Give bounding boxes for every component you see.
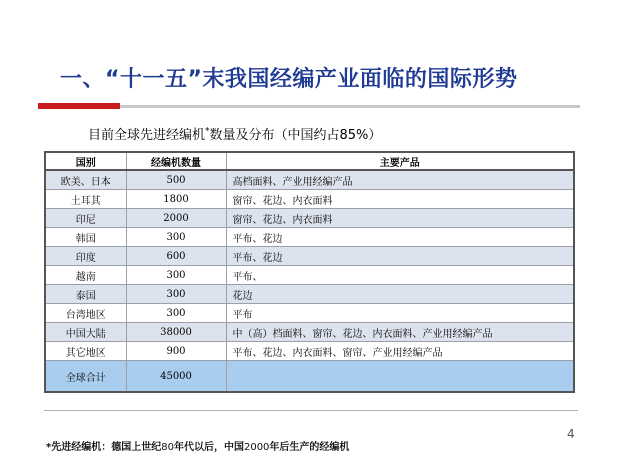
cell-product: 平布、花边 (226, 247, 574, 266)
cell-product: 花边 (226, 285, 574, 304)
cell-product: 平布、花边、内衣面料、窗帘、产业用经编产品 (226, 342, 574, 361)
distribution-table (44, 151, 575, 393)
cell-region: 中国大陆 (45, 323, 126, 342)
cell-region: 欧美、日本 (45, 170, 126, 190)
cell-count: 300 (126, 228, 226, 247)
cell-count: 2000 (126, 209, 226, 228)
cell-count: 500 (126, 170, 226, 190)
cell-count: 1800 (126, 190, 226, 209)
footer-divider (44, 410, 578, 411)
title-divider (38, 103, 580, 109)
caption-rest: 数量及分布（中国约占85%） (209, 128, 382, 143)
cell-product: 窗帘、花边、内衣面料 (226, 190, 574, 209)
cell-product: 平布、 (226, 266, 574, 285)
cell-count: 300 (126, 304, 226, 323)
cell-region: 土耳其 (45, 190, 126, 209)
table-row (45, 266, 574, 285)
cell-product: 高档面料、产业用经编产品 (226, 170, 574, 190)
table-row (45, 342, 574, 361)
table-caption (88, 124, 381, 143)
table-row (45, 323, 574, 342)
footnote (46, 438, 349, 453)
header-region: 国别 (45, 152, 126, 170)
footnote-number-1: 80 (161, 442, 174, 453)
cell-count: 900 (126, 342, 226, 361)
cell-product: 中（高）档面料、窗帘、花边、内衣面料、产业用经编产品 (226, 323, 574, 342)
divider-line (120, 105, 580, 108)
cell-region: 台湾地区 (45, 304, 126, 323)
footnote-number-2: 2000 (243, 442, 270, 453)
table-row (45, 247, 574, 266)
cell-region: 印尼 (45, 209, 126, 228)
table-row (45, 285, 574, 304)
cell-region: 泰国 (45, 285, 126, 304)
footnote-text-a: 先进经编机：德国上世纪 (51, 442, 162, 453)
footnote-text-b: 年代以后，中国 (173, 442, 244, 453)
total-product (226, 361, 574, 393)
cell-count: 300 (126, 285, 226, 304)
table-row (45, 228, 574, 247)
divider-accent (38, 103, 120, 109)
header-product: 主要产品 (226, 152, 574, 170)
table-header-row (45, 152, 574, 170)
total-region: 全球合计 (45, 361, 126, 393)
total-count: 45000 (126, 361, 226, 393)
table-row (45, 209, 574, 228)
table-total-row (45, 361, 574, 393)
footnote-mark: * (46, 442, 52, 453)
cell-count: 600 (126, 247, 226, 266)
table-row (45, 170, 574, 190)
cell-region: 其它地区 (45, 342, 126, 361)
cell-product: 平布、花边 (226, 228, 574, 247)
table-row (45, 190, 574, 209)
cell-product: 窗帘、花边、内衣面料 (226, 209, 574, 228)
slide-title: 一、“十一五”末我国经编产业面临的国际形势 (60, 67, 518, 92)
cell-count: 38000 (126, 323, 226, 342)
cell-region: 越南 (45, 266, 126, 285)
cell-region: 印度 (45, 247, 126, 266)
caption-main: 目前全球先进经编机 (88, 128, 206, 143)
table-row (45, 304, 574, 323)
caption-asterisk: * (205, 126, 210, 137)
page-number: 4 (567, 427, 575, 441)
header-count: 经编机数量 (126, 152, 226, 170)
cell-region: 韩国 (45, 228, 126, 247)
footnote-text-c: 年后生产的经编机 (269, 442, 350, 453)
cell-product: 平布 (226, 304, 574, 323)
cell-count: 300 (126, 266, 226, 285)
